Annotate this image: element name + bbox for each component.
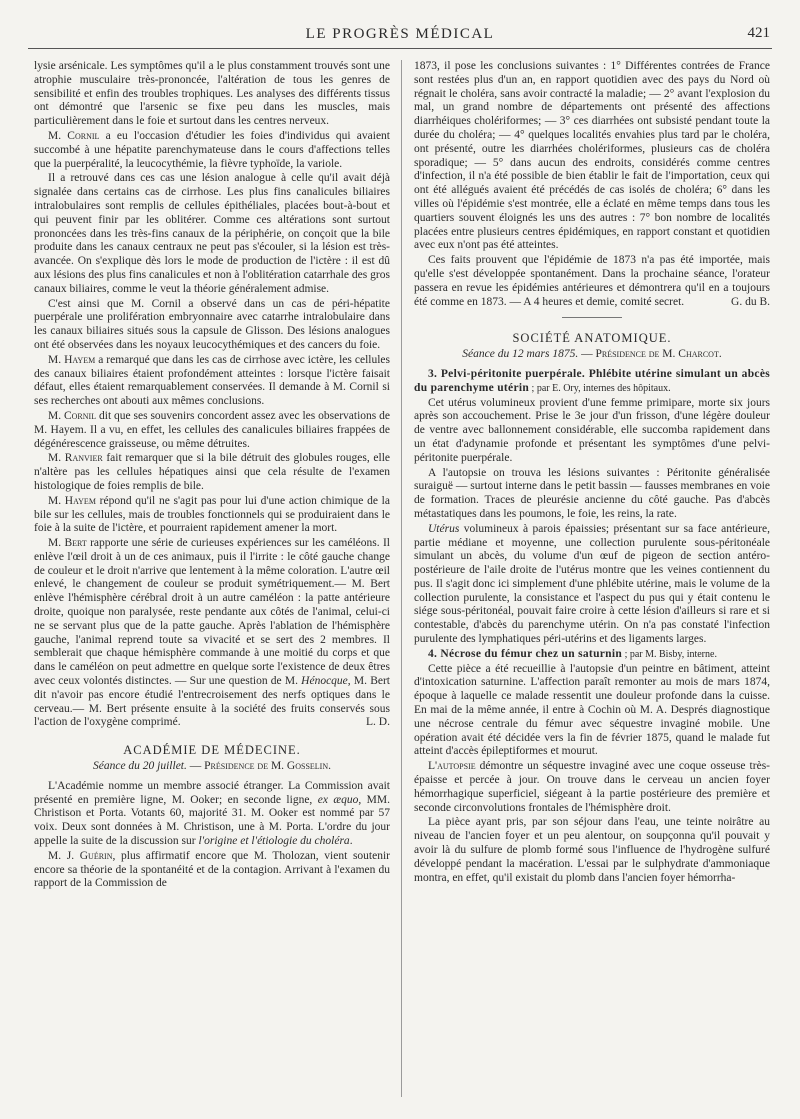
speaker-name: M. Cornil [48, 409, 97, 422]
left-column [34, 60, 390, 1109]
paragraph: Cet utérus volumineux provient d'une femme primipare, morte six jours après son accouchement. Prise le 3e jour d'un frisson, d'une légère douleur de ventre avec ballonnement considérable, elle succomba rapidement dans un état d'adynamie profonde et présentant les symptômes d'une pelvi-péritonite puerpérale. [414, 396, 770, 464]
speaker-name: M. J. Guérin [48, 849, 113, 862]
paragraph: 1873, il pose les conclusions suivantes : 1° Différentes contrées de France sont restées plus d'un an, en rapport quotidien avec des pays du Nord où régnait le choléra, sans avoir contracté la maladie; — 2° avant l'explosion du mal, un grand nombre de départements ont présenté des affections diarrhéiques cholériformes; — 3° ces diarrhées ont subsisté pendant toute la durée du choléra; — 4° quelques localités envahies plus tard par le choléra, ont présenté, outre les diarrhées cholériformes, plusieurs cas de choléra sporadique; — 5° dans aucun des endroits, considérés comme centres d'infection, il n'a été possible de bien établir le fait de l'importation, ceux qui ont été allégués avaient été précédés de cas isolés de choléra; 6° dans les villes où l'épidémie s'est montrée, elle a éclaté en même temps dans tous les quartiers souvent éloignés les uns des autres : 7° bon nombre de localités placées entre plusieurs centres épidémiques, en rapport constant et quotidien avec eux n'ont pas été atteintes. [414, 60, 770, 252]
paragraph: Il a retrouvé dans ces cas une lésion analogue à celle qu'il avait déjà signalée dans certains cas de cirrhose. Les plus fins canalicules biliaires intralobulaires sont remplis de cellules épithéliales, placées bout-à-bout et qui peuvent finir par les oblitérer. Comme ces altérations sont surtout prononcées dans les très-fins canaux de la périphérie, on conçoit que la bile produite dans les canaux centraux ne peut pas s'écouler, si la lésion est très-avancée. On s'explique dès lors le mode de production de l'ictère : il est dû aux lésions des plus fins canalicules et non à l'oblitération catarrhale des gros canaux biliaires, comme le veut la théorie généralement admise. [34, 172, 390, 295]
item-heading: 4. Nécrose du fémur chez un saturnin ; par M. Bisby, interne. [428, 647, 717, 660]
journal-title: LE PROGRÈS MÉDICAL [305, 26, 495, 42]
column-divider [401, 60, 402, 1097]
speaker-name: M. Ranvier [48, 452, 103, 465]
paragraph: M. Bert rapporte une série de curieuses expériences sur les caméléons. Il enlève l'œil droit à un de ces animaux, puis il l'irrite : le côté gauche change de couleur et le droit n'arrive que lentement à la même coloration. L'autre œil enlevé, le changement de couleur se produit symétriquement.— M. Bert enlève l'hémisphère cérébral droit à un autre caméléon : la patte antérieure droite, quoique non paralysée, reste pendante aux côtés de l'animal, celui-ci ne se servant plus que de la patte gauche. Après l'ablation de l'hémisphère gauche, l'animal reprend toute sa vivacité et se sert des 2 membres. Il semblerait que chaque hémisphère commande à une moitié du corps et que dans le caméléon on peut admettre en quelque sorte l'existence de deux êtres avec ceux volontés distinctes. — Sur une question de M. Hénocque, M. Bert dit n'avoir pas encore étudié l'entrecroisement des nerfs optiques dans le cerveau.— M. Bert présente ensuite à la société des fruits conservés sous l'action de l'oxygène comprimé. L. D. [34, 537, 390, 729]
paragraph: M. Hayem a remarqué que dans les cas de cirrhose avec ictère, les cellules des canaux biliaires étaient profondément atteintes : lorsque l'ictère faisait défaut, elles étaient remarquablement conservées. Il demande à M. Cornil si ses recherches ont abouti aux mêmes conclusions. [34, 353, 390, 408]
paragraph: Utérus volumineux à parois épaissies; présentant sur sa face antérieure, partie médiane et moyenne, une collection purulente sous-péritonéale simulant un abcès, du volume d'un œuf de pigeon de section antéro-postérieure de l'aile droite de l'utérus montre que les veines contiennent du pus. Il s'agit donc ici simplement d'une phlébite utérine, mais le volume de la collection purulente, la consistance et l'aspect du pus qui y était contenu le siége sous-péritonéal, pouvait faire croire à cette lésion d'ailleurs si rare et si contestable, d'abcès du parenchyme utérin. On n'a pas constaté l'infection purulente des lymphatiques péri-utérins et des ligaments larges. [414, 522, 770, 646]
signature: L. D. [366, 716, 390, 729]
paragraph: M. Cornil dit que ses souvenirs concordent assez avec les observations de M. Hayem. Il a vu, en effet, les cellules des canalicules biliaires frappées de dégénérescence graisseuse, ou même détruites. [34, 409, 390, 450]
paragraph: C'est ainsi que M. Cornil a observé dans un cas de péri-hépatite puerpérale une prolifération embryonnaire avec catarrhe intralobulaire dans les canaux biliaires situés sous la capsule de Glisson. Des lésions analogues ont été observées dans les noyaux leucocythémiques et des cancers du foie. [34, 297, 390, 351]
speaker-name: M. Hayem [48, 494, 96, 507]
section-title-societe: SOCIÉTÉ ANATOMIQUE. [512, 331, 672, 346]
paragraph: Ces faits prouvent que l'épidémie de 1873 n'a pas été importée, mais qu'elle s'est développée spontanément. Dans la prochaine séance, l'orateur passera en revue les épidémies antérieures et démontrera qu'il en a toujours été comme en 1873. — A 4 heures et demie, comité secret. G. du B. [414, 254, 770, 308]
page-header [28, 22, 772, 49]
page-number: 421 [747, 25, 770, 41]
speaker-name: M. Hayem [48, 353, 96, 366]
paragraph: M. Ranvier fait remarquer que si la bile détruit des globules rouges, elle n'altère pas les cellules hépatiques ainsi que cela résulte de l'examen histologique de foies remplis de bile. [34, 452, 390, 492]
paragraph: La pièce ayant pris, par son séjour dans l'eau, une teinte noirâtre au niveau de l'ancien foyer et un peu alentour, on soupçonna qu'il pouvait y avoir là du sulfure de plomb formé sous l'influence de l'hydrogène sulfuré développé pendant la macération. L'essai par le sulphydrate d'ammoniaque montra, en effet, qu'il existait du plomb dans l'ancien foyer hémorrha- [414, 816, 770, 884]
speaker-name: M. Bert [48, 537, 87, 550]
item-heading: 3. Pelvi-péritonite puerpérale. Phlébite utérine simulant un abcès du parenchyme utérin ; par E. Ory, internes des hôpitaux. [414, 367, 770, 394]
speaker-name: M. Cornil [48, 129, 100, 142]
paragraph: M. Hayem répond qu'il ne s'agit pas pour lui d'une action chimique de la bile sur les cellules, mais de troubles fonctionnels qui se produiraient dans le foie à la suite de l'ictère, et pourraient rapidement amener la mort. [34, 494, 390, 535]
paragraph: lysie arsénicale. Les symptômes qu'il a le plus constamment trouvés sont une atrophie musculaire très-prononcée, l'altération de tous les genres de sensibilité et enfin des troubles trophiques. Les analyses des différents tissus ont démontré que l'arsenic se fixe peu dans les muscles, mais particulièrement dans le foie et surtout dans les centres nerveux. [34, 60, 390, 128]
section-subtitle: Séance du 12 mars 1875. — Présidence de M. Charcot. [462, 348, 722, 361]
paragraph: M. Cornil a eu l'occasion d'étudier les foies d'individus qui avaient succombé à une hépatite parenchymateuse dans le cours d'affections telles que la puerpéralité, la leucocythémie, la fièvre typhoïde, la variole. [34, 129, 390, 170]
paragraph: L'autopsie démontre un séquestre invaginé avec une coque osseuse très-épaisse et percée à jour. On trouve dans le cerveau un ancien foyer hémorrhagique superficiel, siégeant à la partie postérieure des première et seconde circonvolutions frontales de l'hémisphère droit. [414, 760, 770, 814]
paragraph: A l'autopsie on trouva les lésions suivantes : Péritonite généralisée suraiguë — surtout interne dans le petit bassin — fausses membranes en voie de formation. Traces de pleurésie ancienne du côté gauche. Pas d'abcès métastatiques dans les poumons, le foie, les reins, la rate. [414, 466, 770, 520]
paragraph: M. J. Guérin, plus affirmatif encore que M. Tholozan, vient soutenir encore sa théorie de la spontanéité et de la contagion. Arrivant à l'examen du rapport de la Commission de [34, 849, 390, 890]
right-column [414, 60, 770, 1109]
paragraph: L'Académie nomme un membre associé étranger. La Commission avait présenté en première ligne, M. Ooker; en seconde ligne, ex æquo, MM. Christison et Porta. Votants 60, majorité 31. M. Ooker est nommé par 57 voix. Deux sont données à M. Christison, une à M. Porta. L'ordre du jour appelle la suite de la discussion sur l'origine et l'étiologie du choléra. [34, 779, 390, 848]
signature: G. du B. [731, 295, 770, 308]
section-subtitle: Séance du 20 juillet. — Présidence de M. Gosselin. [92, 760, 331, 773]
section-title-academie: ACADÉMIE DE MÉDECINE. [123, 743, 301, 758]
paragraph: Cette pièce a été recueillie à l'autopsie d'un peintre en bâtiment, atteint d'intoxication saturnine. L'affection paraît remonter au mois de mars 1874, époque à laquelle ce malade ressentit une douleur profonde dans la cuisse. En mai de la même année, il entre à Cochin où M. A. Després diagnostique une nécrose centrale du fémur avec séquestre invaginé mobile. Une opération avait été décidée vers la fin de février 1875, quand le malade fut atteint d'accès épileptiformes et mourut. [414, 662, 770, 758]
section-divider [562, 317, 622, 318]
